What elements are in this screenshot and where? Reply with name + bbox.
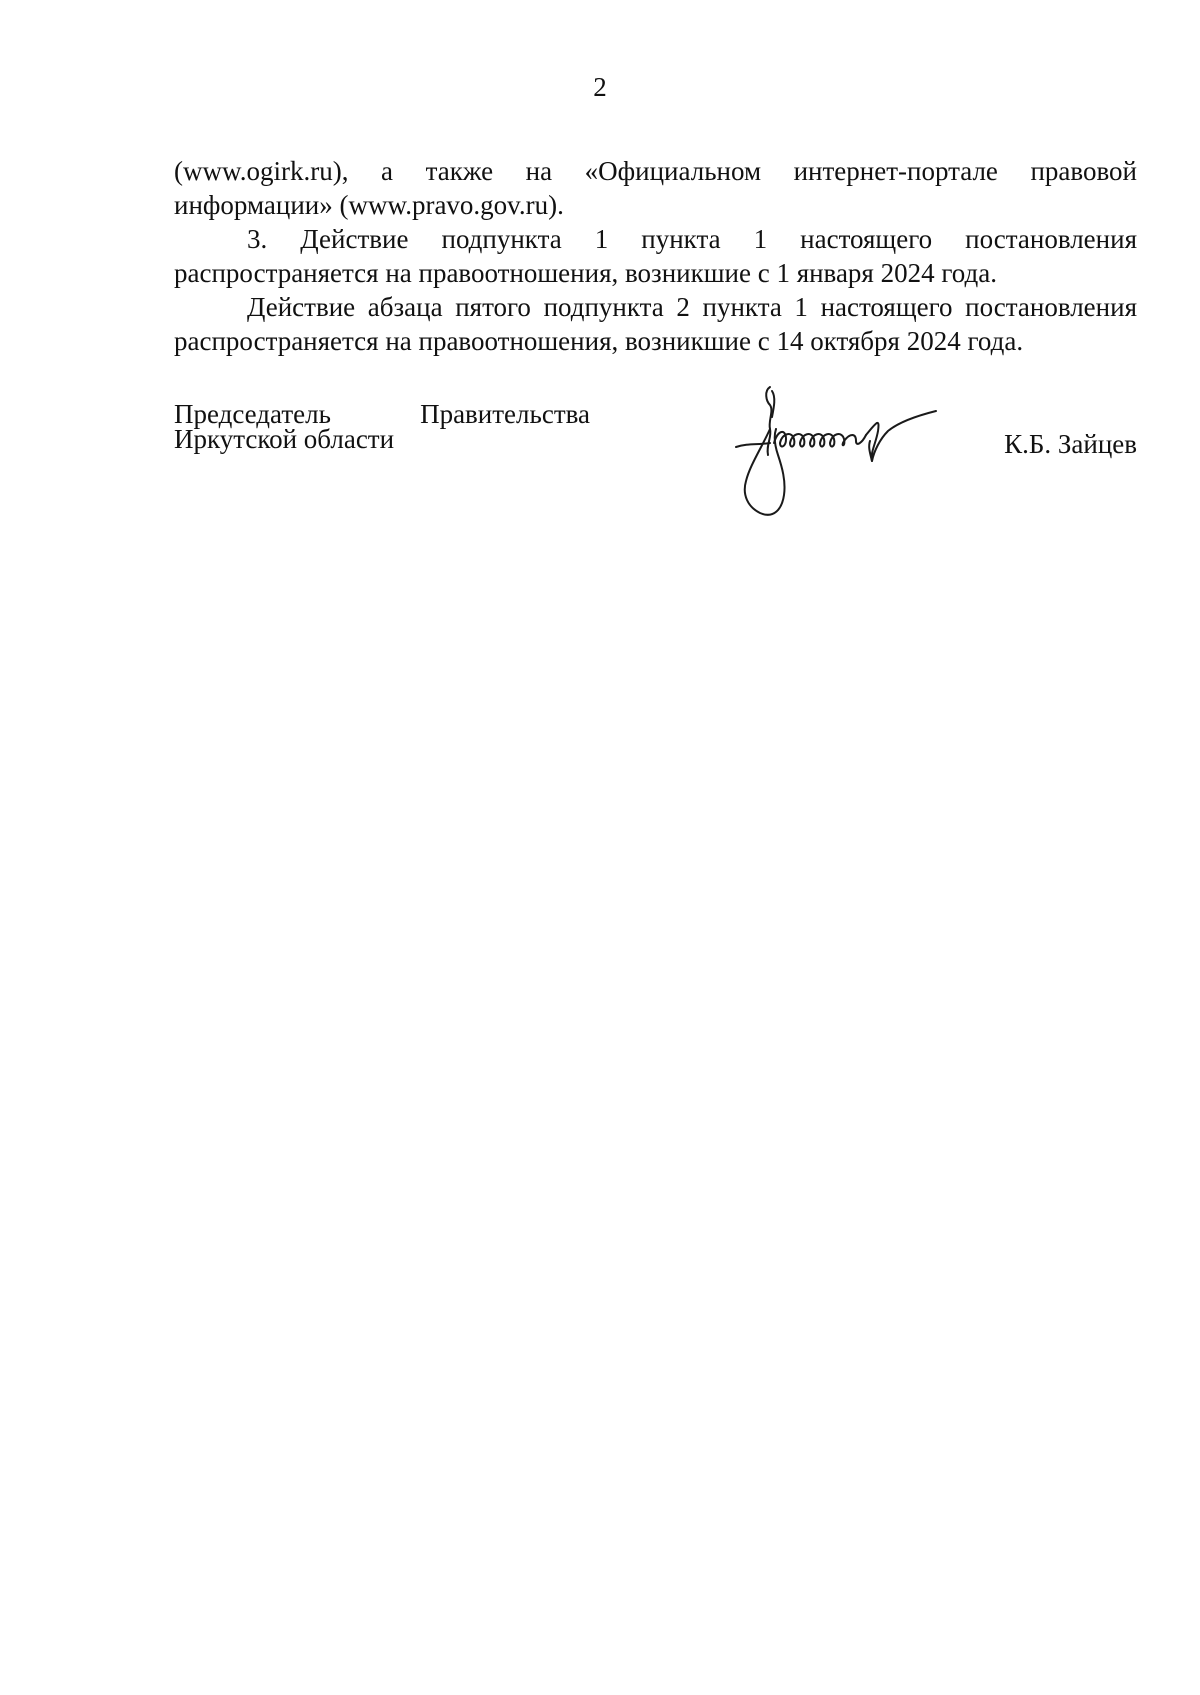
signer-position-line-2: Иркутской области (174, 424, 395, 454)
signer-position-word-2: Правительства (420, 399, 590, 429)
signature-block (174, 399, 1137, 562)
page-number: 2 (593, 72, 607, 102)
signer-position-word-1: Председатель (174, 399, 331, 429)
paragraph-item-3: 3. Действие подпункта 1 пункта 1 настоящего постановления распространяется на правоотношения, возникшие с 1 января 2024 года. (174, 224, 1137, 288)
document-body (174, 154, 1137, 358)
paragraph-abzac: Действие абзаца пятого подпункта 2 пункта 1 настоящего постановления распространяется на правоотношения, возникшие с 14 октября 2024 года. (174, 292, 1137, 356)
signer-name: К.Б. Зайцев (1004, 429, 1137, 459)
handwritten-signature (730, 377, 960, 537)
paragraph-continuation: (www.ogirk.ru), а также на «Официальном интернет-портале правовой информации» (www.pravo.gov.ru). (174, 156, 1137, 220)
signer-position (174, 399, 590, 454)
